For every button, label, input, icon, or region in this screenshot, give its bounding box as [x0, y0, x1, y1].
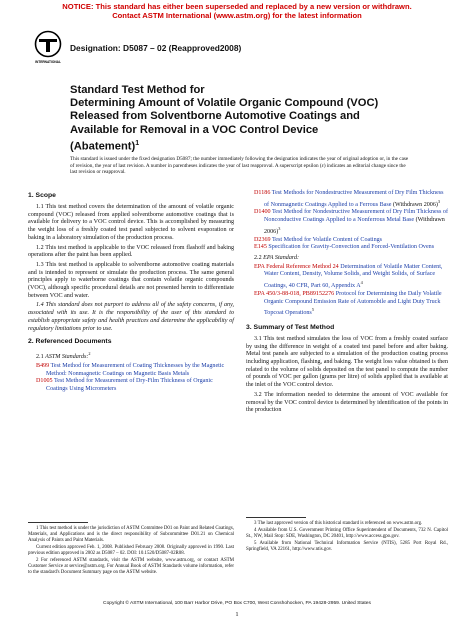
title-line: Determining Amount of Volatile Organic Compound (VOC) — [70, 97, 379, 110]
footnote-ref[interactable]: 1 — [135, 139, 140, 147]
reference-link[interactable]: EPA 450/3-88-018, PB89152276 — [254, 290, 335, 297]
right-column — [246, 190, 448, 417]
reference-item: EPA 450/3-88-018, PB89152276 Protocol for Determining the Daily Volatile Organic Compound Emission Rate of Automobile and Light Duty Truck Topcoat Operations$^5$ — [254, 290, 442, 317]
reference-item: B499 Test Method for Measurement of Coating Thicknesses by the Magnetic Method: Nonmagnetic Coatings on Magnetic Basis Metals — [36, 362, 225, 377]
reference-link[interactable]: D2369 — [254, 236, 271, 243]
standard-intro: This standard is issued under the fixed designation D5087; the number immediately following the designation indicates the year of original adoption or, in the case of revision, the year of last revision. A number in parentheses indicates the year of last reapproval. A superscript epsilon (ε) indicates an editorial change since the last revision or reapproval. — [70, 156, 409, 176]
notice-line-2: Contact ASTM International (www.astm.org) for the latest information — [112, 11, 362, 20]
safety-paragraph: 1.4 This standard does not purport to address all of the safety concerns, if any, associated with its use. It is the responsibility of the user of this standard to establish appropriate safety and health practices and determine the applicability of regulatory limitations prior to use. — [28, 302, 234, 332]
copyright-footer: Copyright © ASTM International, 100 Barr Harbor Drive, PO Box C700, West Conshohocken, PA 19428-2959. United States — [103, 601, 371, 606]
astm-logo-icon — [34, 30, 62, 68]
reference-link[interactable]: D1186 — [254, 190, 271, 196]
subsection-label: 2.1 ASTM Standards:$^2$ — [36, 351, 91, 361]
footnote: 3 The last approved version of this historical standard is referenced on www.astm.org. — [254, 520, 423, 526]
title-line: (Abatement)$^1$ — [70, 139, 140, 153]
footnote-divider — [246, 517, 306, 518]
footnote: Current edition approved Feb. 1, 2008. Published February 2008. Originally approved in 1990. Last previous edition approved in 2002 as D5087 – 02. DOI: 10.1520/D5087-02R08. — [28, 544, 234, 556]
section-heading: 1. Scope — [28, 192, 56, 199]
designation: Designation: D5087 – 02 (Reapproved2008) — [70, 43, 242, 53]
footnote: 5 Available from National Technical Information Service (NTIS), 5285 Port Royal Rd., Springfield, VA 22161, http://www.ntis.gov. — [246, 540, 448, 552]
paragraph: 3.1 This test method simulates the loss of VOC from a freshly coated surface by using the difference in weight of a coated test panel before and after baking. Metal test panels are subjected to a simulation of the production coating process including application, flashing, and baking. The weight loss value obtained is then related to the volume of solids deposited on the test panel to compute the number of pounds of VOC per gallon (grams per litre) of solids applied that is available at the inlet of the VOC control device. — [246, 335, 448, 389]
reference-link[interactable]: B499 — [36, 362, 50, 369]
footnotes-right — [246, 515, 448, 554]
reference-item: D1186 Test Methods for Nondestructive Measurement of Dry Film Thickness of Nonmagnetic Coatings Applied to a Ferrous Base (Withdrawn 2006)$^3$ — [254, 190, 444, 208]
subsection-label: 2.2 EPA Standard: — [254, 254, 300, 261]
reference-item: D2369 Test Method for Volatile Content of Coatings — [254, 236, 383, 243]
paragraph: 1.3 This test method is applicable to solventborne automotive coating materials and is intended to represent or simulate the production process. The same general principles apply to waterborne coatings that contain volatile organic compounds (VOC), although specific procedural details are not presented herein to differentiate between VOC and water. — [28, 261, 234, 299]
reference-item: D1005 Test Method for Measurement of Dry-Film Thickness of Organic Coatings Using Micrometers — [36, 378, 213, 393]
section-heading: 3. Summary of Test Method — [246, 323, 335, 331]
reference-link[interactable]: E145 — [254, 244, 267, 251]
reference-link[interactable]: D1005 — [36, 378, 53, 385]
footnotes-left — [28, 520, 234, 577]
notice-banner — [0, 0, 474, 24]
paragraph: 1.1 This test method covers the determination of the amount of volatile organic compound (VOC) released from applied solventborne automotive coatings that is available for delivery to a VOC control device. This is accomplished by measuring the weight loss of a freshly coated test panel subjected to solvent evaporation or baking in a laboratory simulation of the production process. — [28, 204, 234, 241]
reference-item: E145 Specification for Gravity-Convection and Forced-Ventilation Ovens — [254, 244, 435, 251]
document-title — [70, 84, 410, 154]
page-number: 1 — [235, 611, 239, 618]
title-line: Standard Test Method for — [70, 84, 205, 96]
svg-text:INTERNATIONAL: INTERNATIONAL — [35, 60, 61, 64]
reference-item: D1400 Test Method for Nondestructive Measurement of Dry Film Thickness of Nonconductive Coatings Applied to a Nonferrous Metal Base (Withdrawn 2006)$^3$ — [254, 209, 448, 235]
footnote-divider — [28, 522, 88, 523]
section-heading: 2. Referenced Documents — [28, 338, 112, 346]
footnote: 4 Available from U.S. Government Printing Office Superintendent of Documents, 732 N. Capitol St., NW, Mail Stop: SDE, Washington, DC 20401, http://www.access.gpo.gov. — [246, 527, 448, 539]
title-line: Released from Solventborne Automotive Coatings and — [70, 110, 360, 123]
reference-item: EPA Federal Reference Method 24 Determination of Volatile Matter Content, Water Content, Density, Volume Solids, and Weight Solids, of Surface Coatings, 40 CFR, Part 60, Appendix $A^4$ — [254, 263, 443, 290]
paragraph: 1.2 This test method is applicable to the VOC released from flashoff and baking operations after the paint has been applied. — [28, 244, 234, 259]
title-line: Available for Removal in a VOC Control Device — [70, 123, 319, 136]
footnote: 1 This test method is under the jurisdiction of ASTM Committee D01 on Paint and Related Coatings, Materials, and Applications and is the direct responsibility of Subcommittee D01.21 on Chemical Analysis of Paints and Paint Materials. — [28, 525, 234, 543]
reference-link[interactable]: D1400 — [254, 209, 271, 216]
paragraph: 3.2 The information needed to determine the amount of VOC available for removal by the VOC control device is determined by identification of the points in the production — [246, 391, 448, 414]
reference-link[interactable]: EPA Federal Reference Method 24 — [254, 263, 339, 270]
notice-line-1: NOTICE: This standard has either been superseded and replaced by a new version or withdrawn. — [62, 2, 412, 11]
left-column — [28, 190, 234, 394]
footnote: 2 For referenced ASTM standards, visit the ASTM website, www.astm.org, or contact ASTM Customer Service at service@astm.org. For Annual Book of ASTM Standards volume information, refer to the standard's Document Summary page on the ASTM website. — [28, 558, 234, 576]
